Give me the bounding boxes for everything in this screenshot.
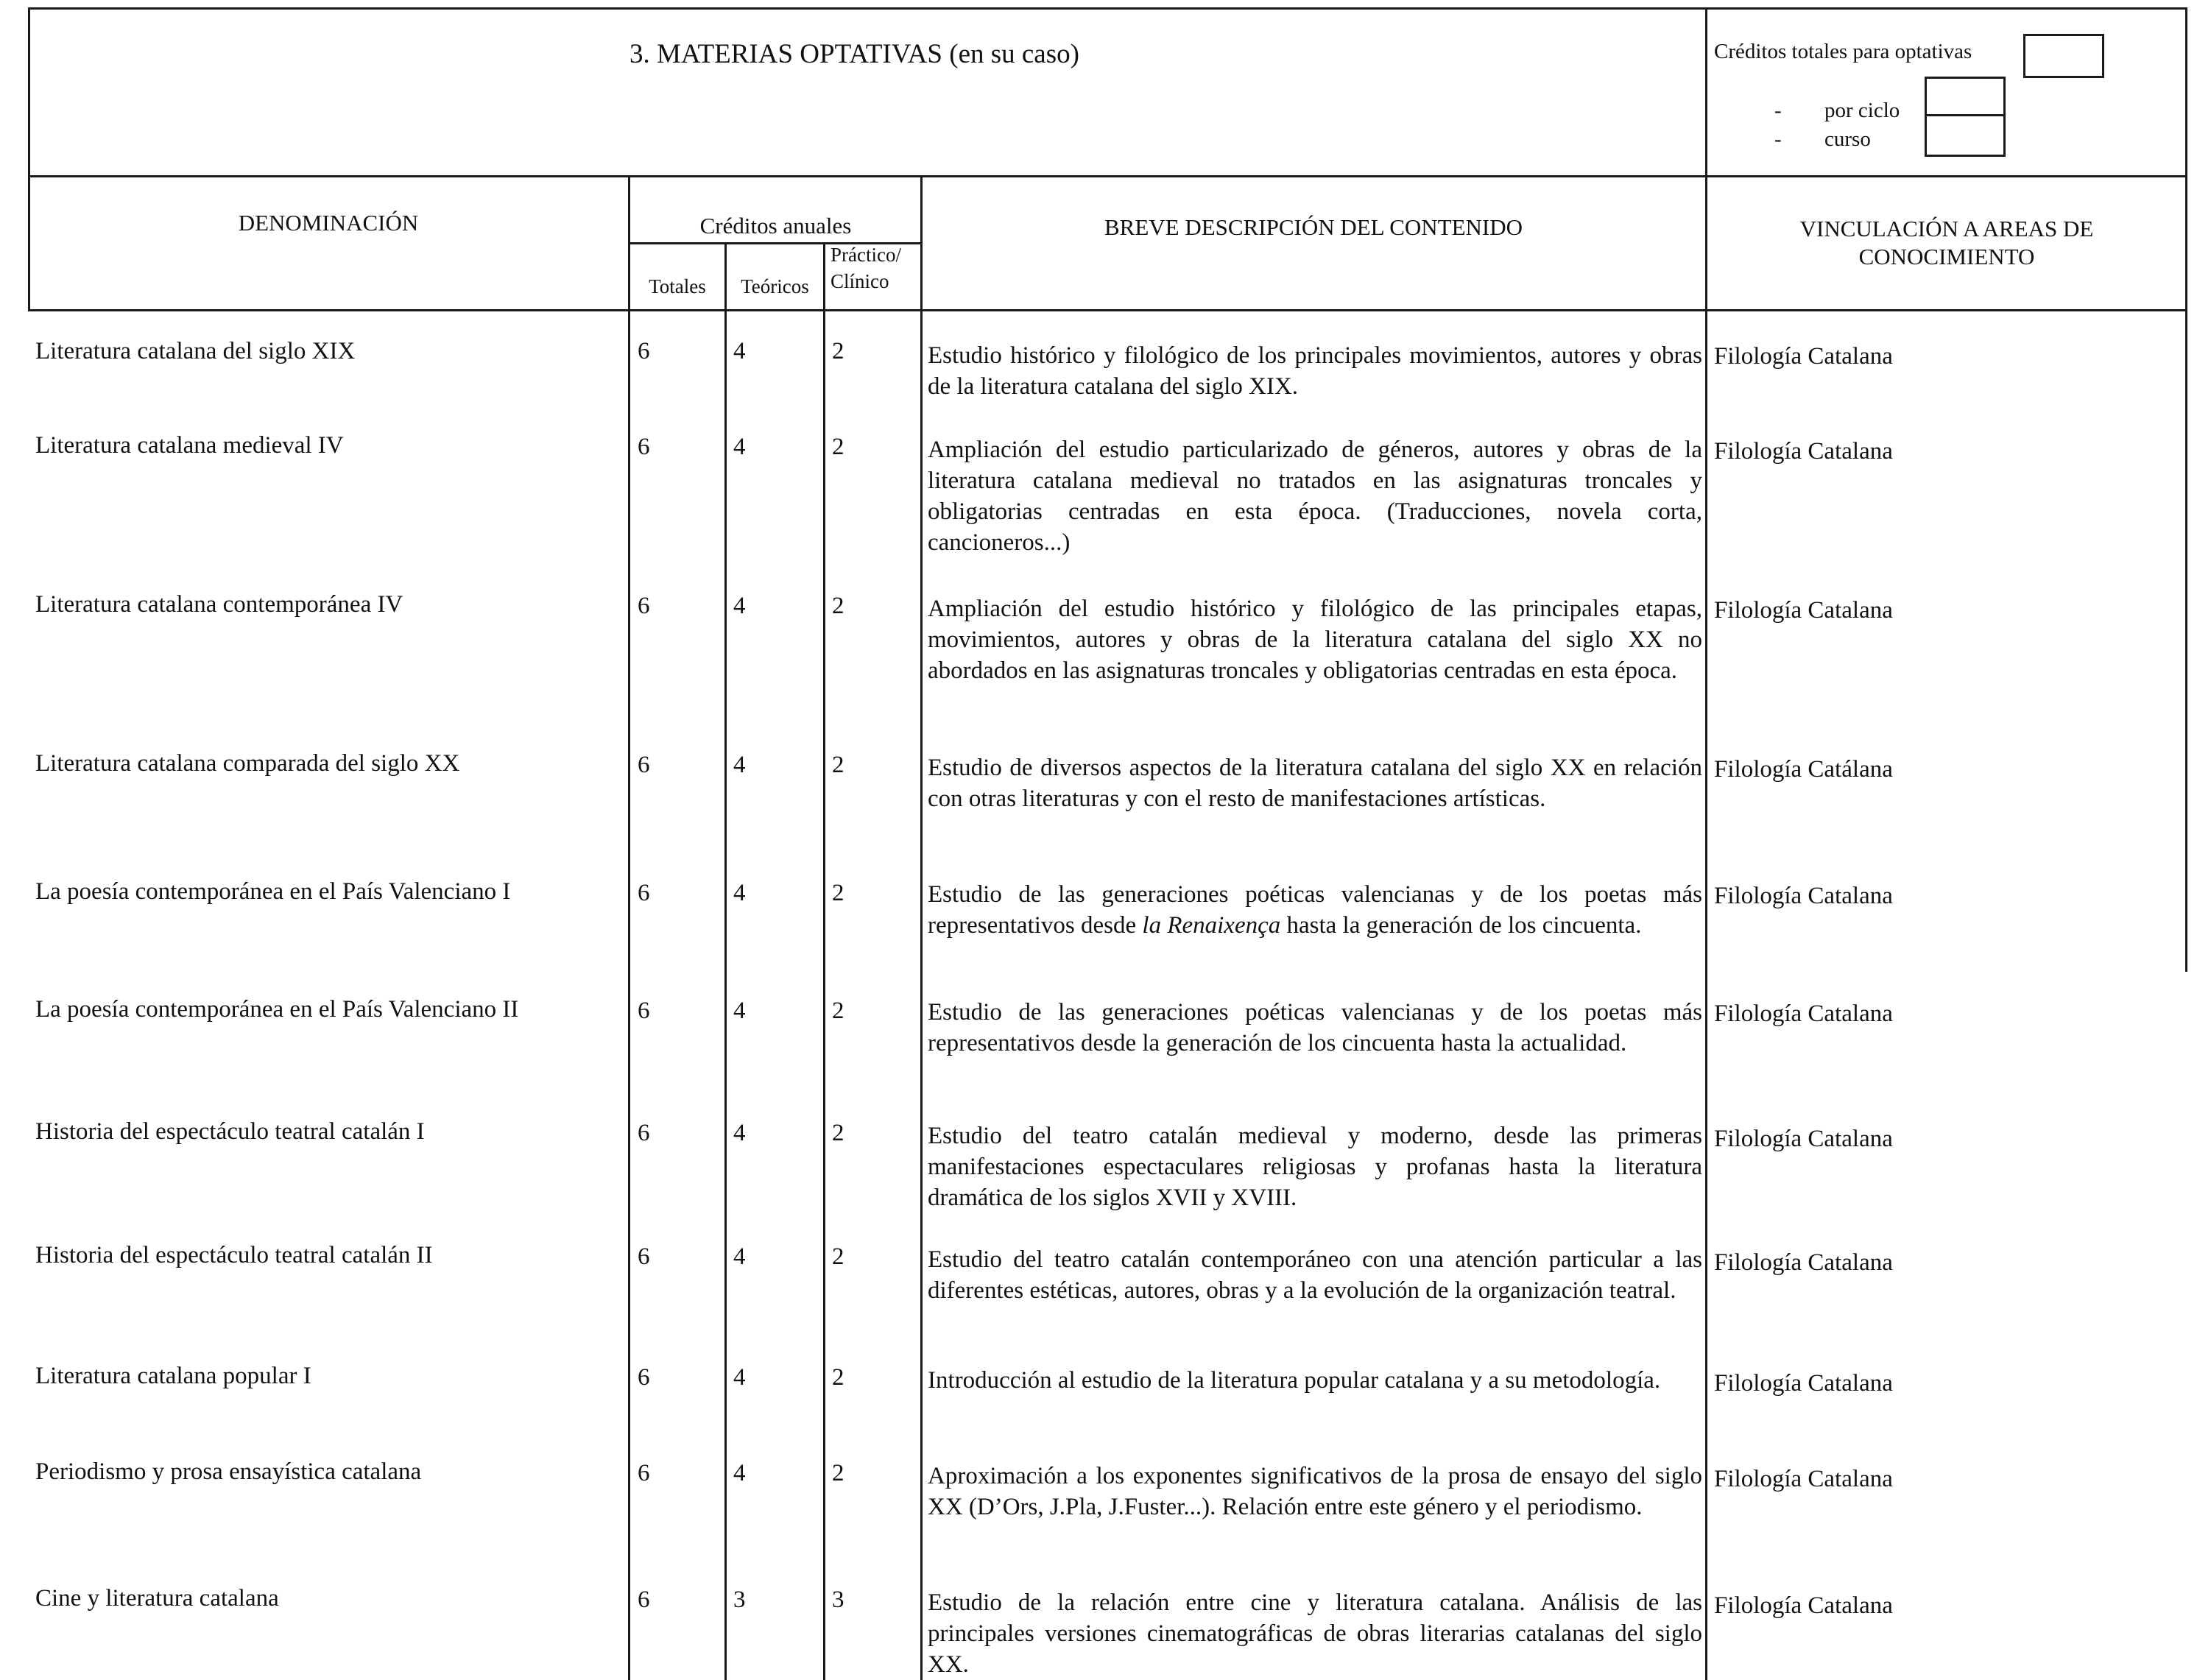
row-name: Literatura catalana del siglo XIX	[35, 338, 356, 364]
row-teoricos: 4	[733, 1364, 746, 1391]
left-border	[28, 7, 30, 309]
row-practicos: 2	[832, 752, 844, 778]
row-area: Filología Catalana	[1714, 1000, 1893, 1027]
row-teoricos: 4	[733, 593, 746, 619]
header-practico-line2: Clínico	[831, 270, 889, 292]
row-description: Estudio del teatro catalán medieval y moderno, desde las primeras manifestaciones espectaculares religiosas y profanas hasta la literatura dramática de los siglos XVII y XVIII.	[928, 1123, 1702, 1211]
row-teoricos: 3	[733, 1587, 746, 1613]
row-totales: 6	[638, 752, 650, 778]
row-name: Literatura catalana medieval IV	[35, 432, 344, 459]
row-description-start: Estudio de las generaciones poéticas valencianas y de los poetas más representativos desde	[928, 881, 1702, 939]
row-description: Introducción al estudio de la literatura popular catalana y a su metodología.	[928, 1367, 1661, 1394]
right-border	[2185, 7, 2187, 972]
row-totales: 6	[638, 434, 650, 460]
header-creditos-anuales: Créditos anuales	[699, 213, 852, 239]
row-description: Ampliación del estudio particularizado de géneros, autores y obras de la literatura catalana medieval no tratados en las asignaturas troncales y obligatorias centradas en esta época. (Traducciones, novela corta, cancioneros...)	[928, 437, 1702, 556]
row-totales: 6	[638, 1364, 650, 1391]
row-practicos: 2	[832, 1364, 844, 1391]
row-description: Estudio de las generaciones poéticas valencianas y de los poetas más representativos desde la generación de los cincuenta hasta la actualidad.	[928, 999, 1702, 1056]
row-area: Filología Catalana	[1714, 438, 1893, 465]
row-description-italic: la Renaixença	[1142, 912, 1281, 939]
row-name: La poesía contemporánea en el País Valenciano I	[35, 878, 511, 905]
total-credits-box	[2023, 34, 2104, 78]
col-practico-divider	[920, 175, 923, 1680]
header-divider	[28, 175, 2187, 177]
row-description: Estudio histórico y filológico de los principales movimientos, autores y obras de la literatura catalana del siglo XIX.	[928, 342, 1702, 400]
row-name: Historia del espectáculo teatral catalán II	[35, 1242, 433, 1268]
row-name: Literatura catalana popular I	[35, 1363, 311, 1389]
row-description: Estudio del teatro catalán contemporáneo con una atención particular a las diferentes estéticas, autores, obras y a la evolución de la organización teatral.	[928, 1246, 1702, 1304]
row-area: Filología Catalana	[1714, 1249, 1893, 1276]
row-area: Filología Catalana	[1714, 1126, 1893, 1152]
row-description: Aproximación a los exponentes significativos de la prosa de ensayo del siglo XX (D’Ors, J.Pla, J.Fuster...). Relación entre este género y el periodismo.	[928, 1463, 1702, 1520]
row-name: Literatura catalana contemporánea IV	[35, 591, 403, 618]
row-name: Periodismo y prosa ensayística catalana	[35, 1458, 422, 1485]
col-totales-divider	[724, 242, 727, 1680]
row-name: Cine y literatura catalana	[35, 1585, 279, 1612]
row-name: Historia del espectáculo teatral catalán I	[35, 1118, 425, 1145]
row-practicos: 2	[832, 1120, 844, 1146]
header-descripcion: BREVE DESCRIPCIÓN DEL CONTENIDO	[1104, 214, 1523, 240]
row-description: Ampliación del estudio histórico y filológico de las principales etapas, movimientos, autores y obras de la literatura catalana del siglo XX no abordados en las asignaturas troncales y obligatorias centradas en esta época.	[928, 596, 1702, 684]
row-totales: 6	[638, 998, 650, 1024]
row-area: Filología Catalana	[1714, 1592, 1893, 1619]
row-totales: 6	[638, 880, 650, 906]
row-teoricos: 4	[733, 338, 746, 364]
row-teoricos: 4	[733, 880, 746, 906]
row-area: Filología Catalana	[1714, 883, 1893, 909]
row-name: La poesía contemporánea en el País Valenciano II	[35, 996, 519, 1023]
row-totales: 6	[638, 1243, 650, 1270]
row-practicos: 2	[832, 593, 844, 619]
row-teoricos: 4	[733, 998, 746, 1024]
section-title: 3. MATERIAS OPTATIVAS (en su caso)	[630, 39, 1079, 69]
row-teoricos: 4	[733, 1243, 746, 1270]
row-practicos: 2	[832, 338, 844, 364]
column-header-divider	[28, 309, 2187, 311]
row-area: Filología Catalana	[1714, 1466, 1893, 1492]
curso-box	[1925, 114, 2006, 157]
por-ciclo-dash: -	[1774, 99, 1782, 122]
title-credits-divider	[1705, 7, 1707, 175]
row-area: Filología Catalana	[1714, 597, 1893, 624]
curso-dash: -	[1774, 127, 1782, 151]
total-credits-label: Créditos totales para optativas	[1714, 40, 1972, 63]
row-practicos: 2	[832, 434, 844, 460]
row-totales: 6	[638, 338, 650, 364]
curso-label: curso	[1824, 127, 1871, 151]
row-totales: 6	[638, 593, 650, 619]
row-practicos: 2	[832, 880, 844, 906]
row-name: Literatura catalana comparada del siglo XX	[35, 750, 460, 777]
header-denominacion: DENOMINACIÓN	[238, 210, 419, 236]
row-practicos: 2	[832, 1460, 844, 1486]
row-teoricos: 4	[733, 752, 746, 778]
header-vinculacion-line1: VINCULACIÓN A AREAS DE	[1799, 216, 2094, 241]
header-vinculacion-line2: CONOCIMIENTO	[1858, 244, 2035, 269]
col-descripcion-divider	[1705, 175, 1707, 1680]
row-totales: 6	[638, 1460, 650, 1486]
row-description	[928, 879, 1702, 941]
row-totales: 6	[638, 1120, 650, 1146]
row-area: Filología Catalana	[1714, 343, 1893, 370]
row-description-end: hasta la generación de los cincuenta.	[1280, 912, 1642, 939]
row-description: Estudio de la relación entre cine y literatura catalana. Análisis de las principales versiones cinematográficas de obras literarias catalanas del siglo XX.	[928, 1589, 1702, 1678]
header-practico-line1: Práctico/	[831, 244, 901, 266]
header-totales: Totales	[649, 275, 706, 297]
row-teoricos: 4	[733, 1120, 746, 1146]
row-practicos: 3	[832, 1587, 844, 1613]
col-denominacion-divider	[628, 175, 630, 1680]
col-teoricos-divider	[823, 242, 825, 1680]
table-top-border	[28, 7, 2187, 10]
row-area: Filología Catalana	[1714, 1370, 1893, 1397]
header-teoricos: Teóricos	[741, 275, 809, 297]
row-teoricos: 4	[733, 434, 746, 460]
row-description: Estudio de diversos aspectos de la literatura catalana del siglo XX en relación con otras literaturas y con el resto de manifestaciones artísticas.	[928, 755, 1702, 812]
row-area: Filología Catálana	[1714, 756, 1893, 783]
row-practicos: 2	[832, 998, 844, 1024]
por-ciclo-label: por ciclo	[1824, 99, 1900, 122]
row-totales: 6	[638, 1587, 650, 1613]
por-ciclo-box	[1925, 77, 2006, 118]
row-practicos: 2	[832, 1243, 844, 1270]
row-teoricos: 4	[733, 1460, 746, 1486]
